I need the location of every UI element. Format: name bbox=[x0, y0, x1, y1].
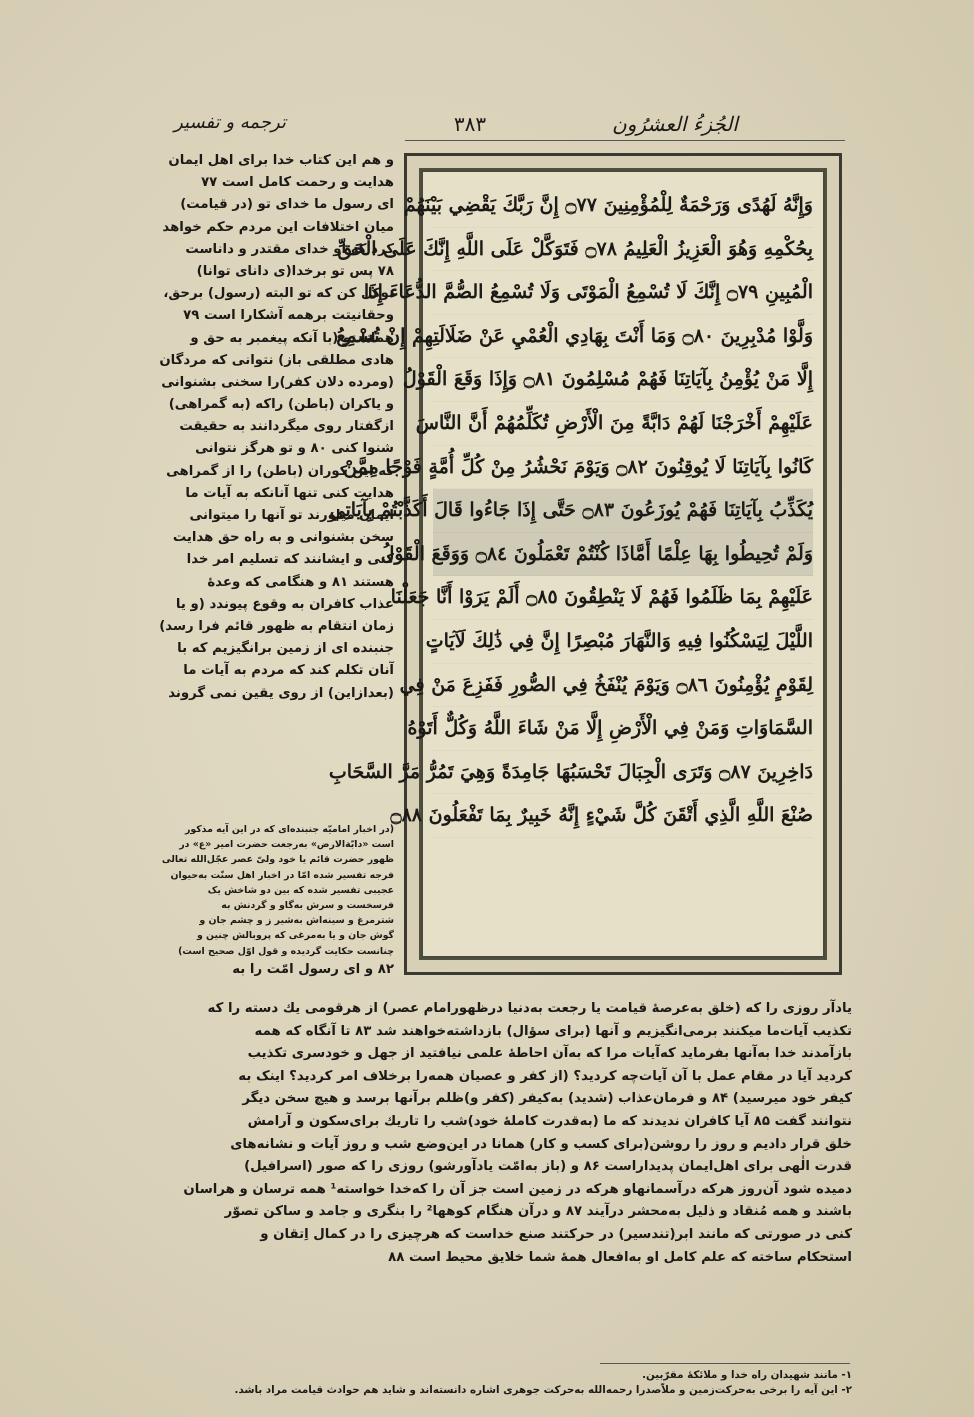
translation-line: و یاکران (باطن) راکه (به گمراهی) bbox=[168, 397, 394, 413]
note-line: گوش جان و یا به‌مرغی که پروبالش چنین و bbox=[196, 930, 394, 942]
ayah-line: وَلَّوْا مُدْبِرِينَ ۝٨٠ وَمَا أَنْتَ بِهَادِي الْعُمْيِ عَنْ ضَلَالَتِهِمْ إِنْ تُسْمِعُ bbox=[433, 315, 813, 359]
bottom-line: قدرت الٰهی برای اهل‌ایمان پدیداراست ۸۶ و (باز به‌امّت یادآورشو) روزی را که صور (اسرافیل) bbox=[244, 1159, 852, 1175]
bottom-line: کیفر خود میرسید) ۸۴ و فرمان‌عذاب (شدید) به‌کیفر (کفر و)ظلم برآنها برسد و هیچ سخن دیگر bbox=[242, 1091, 852, 1107]
bottom-line: نتوانند گفت ۸۵ آیا کافران ندیدند که ما (به‌قدرت کاملهٔ خود)شب را تاریك برای‌سکون و آرامش bbox=[247, 1113, 852, 1129]
translation-line: (بعدازاین) از روی یقین نمی گروند bbox=[168, 685, 394, 701]
ayah-line: اللَّيْلَ لِيَسْكُنُوا فِيهِ وَالنَّهَارَ مُبْصِرًا إِنَّ فِي ذَٰلِكَ لَآيَاتٍ bbox=[433, 620, 813, 664]
bottom-line: کردید آیا در مقام عمل با آن آیات‌چه کردید؟ (از کفر و عصیان همه‌را برخلاف امر کردید؟ اینک به bbox=[238, 1068, 852, 1084]
translation-line: هادی مطلقی باز) نتوانی که مردگان bbox=[159, 352, 394, 368]
ayah-line: الْمُبِينِ ۝٧٩ إِنَّكَ لَا تُسْمِعُ الْمَوْتَى وَلَا تُسْمِعُ الصُّمَّ الدُّعَاءَ إِذَا bbox=[433, 271, 813, 315]
translation-column bbox=[114, 150, 394, 705]
note-line: شترمرغ و سینه‌اش به‌شیر ز و چشم جان و bbox=[199, 915, 394, 927]
ayah-line: وَإِنَّهُ لَهُدًى وَرَحْمَةٌ لِلْمُؤْمِنِينَ ۝٧٧ إِنَّ رَبَّكَ يَقْضِي بَيْنَهُمْ bbox=[433, 184, 813, 228]
bottom-line: استحکام ساخته که علم کامل او به‌افعال همهٔ شما خلایق محیط است ۸۸ bbox=[388, 1249, 852, 1265]
quran-text-frame bbox=[328, 153, 842, 975]
translation-line: ۷۸ پس تو برخدا(ی دانای توانا) bbox=[196, 263, 394, 279]
translation-line: ایمان میاورند تو آنها را میتوانی bbox=[189, 508, 394, 523]
note-line: فرجه تفسیر شده امّا در اخبار اهل سنّت به‌حیوان bbox=[170, 869, 394, 881]
translation-line: هدایت کنی تنها آنانکه به آیات ما bbox=[185, 485, 394, 501]
note-line: ظهور حضرت قائم یا خود ولیّ عصر عجّل‌الله تعالی bbox=[161, 854, 394, 866]
bottom-line: بازآمدند خدا به‌آنها بفرماید که‌آیات مرا که به‌آن احاطهٔ علمی نیافتید از جهل و خودسری تکذیب bbox=[247, 1046, 852, 1062]
footnote-rule bbox=[600, 1363, 850, 1364]
translation-line: (ومرده دلان کفر)را سخنی بشنوانی bbox=[161, 374, 394, 390]
page-number: ۳۸۳ bbox=[453, 112, 487, 136]
translation-line: که این کوران (باطن) را از گمراهی bbox=[166, 463, 394, 479]
bottom-line: کنی در صورتی که مانند ابر(تندسیر) در حرکتند صنع خداست که هرچیزی را در کمال اِتقان و bbox=[260, 1226, 852, 1242]
header-rule bbox=[405, 140, 845, 141]
translation-line: زمان انتقام به ظهور قائم فرا رسد) bbox=[159, 618, 394, 634]
ayah-line: لِقَوْمٍ يُؤْمِنُونَ ۝٨٦ وَيَوْمَ يُنْفَخُ فِي الصُّورِ فَفَزِعَ مَنْ فِي bbox=[433, 664, 813, 708]
ayah-line: عَلَيْهِمْ أَخْرَجْنَا لَهُمْ دَابَّةً مِنَ الْأَرْضِ تُكَلِّمُهُمْ أَنَّ النَّاسَ bbox=[433, 402, 813, 446]
translation-line: و هم این کتاب خدا برای اهل ایمان bbox=[168, 153, 394, 168]
bottom-line: تکذیب آیات‌ما میکنند برمی‌انگیزیم و آنها (برای سؤال) بازداشته‌خواهند شد ۸۳ تا آنگاه که همه bbox=[254, 1023, 852, 1039]
ayah-line: يُكَذِّبُ بِآيَاتِنَا فَهُمْ يُوزَعُونَ ۝٨٣ حَتَّى إِذَا جَاءُوا قَالَ أَكَذَّبْتُمْ بِآيَاتِي bbox=[433, 489, 813, 533]
ayah-block bbox=[328, 170, 825, 958]
bottom-line: باشند و همه مُنقاد و ذلیل به‌محشر درآیند ۸۷ و درآن هنگام کوهها² را بنگری و جامد و ساکن تصوّر bbox=[224, 1204, 852, 1220]
note-line: چنانست حکایت گردیده و قول اوّل صحیح است) bbox=[178, 945, 394, 957]
ayah-line: السَّمَاوَاتِ وَمَنْ فِي الْأَرْضِ إِلَّا مَنْ شَاءَ اللَّهُ وَكُلٌّ أَتَوْهُ bbox=[433, 707, 813, 751]
note-line: عجیبی تفسیر شده که بین دو شاخش یک bbox=[207, 884, 394, 896]
ayah-line: كَانُوا بِآيَاتِنَا لَا يُوقِنُونَ ۝٨٢ وَيَوْمَ نَحْشُرُ مِنْ كُلِّ أُمَّةٍ فَوْجًا مِمَّنْ bbox=[433, 446, 813, 490]
bottom-line: یادآر روزی را که (خلق به‌عرصهٔ قیامت یا رجعت به‌دنیا درظهورامام عصر) از هرقومی یك دسته را که bbox=[207, 1001, 852, 1016]
ayah-line: بِحُكْمِهِ وَهُوَ الْعَزِيزُ الْعَلِيمُ ۝٧٨ فَتَوَكَّلْ عَلَى اللَّهِ إِنَّكَ عَلَى الْحَقِّ bbox=[433, 228, 813, 272]
ayah-line: إِلَّا مَنْ يُؤْمِنُ بِآيَاتِنَا فَهُمْ مُسْلِمُونَ ۝٨١ وَإِذَا وَقَعَ الْقَوْلُ bbox=[433, 358, 813, 402]
ayah-line: دَاخِرِينَ ۝٨٧ وَتَرَى الْجِبَالَ تَحْسَبُهَا جَامِدَةً وَهِيَ تَمُرُّ مَرَّ السَّحَابِ bbox=[433, 751, 813, 795]
translation-line: جنبنده ای از زمین برانگیزیم که با bbox=[177, 641, 394, 657]
translation-line: ازگفتار روی میگردانند به حقیقت bbox=[179, 419, 394, 435]
footnote: ۲- این آیه را برخی به‌حرکت‌زمین و ملاّصدرا رحمه‌الله به‌حرکت جوهری اشاره دانسته‌اند و شاید هم حوادث قیامت مراد باشد. bbox=[234, 1384, 852, 1396]
translation-line: آنان تکلم کند که مردم به آیات ما bbox=[183, 663, 394, 679]
translation-line: کنی و ایشانند که تسلیم امر خدا bbox=[186, 552, 394, 568]
footnote: ۱- مانند شهیدان راه خدا و ملائکهٔ مقرّبین. bbox=[642, 1369, 852, 1381]
ayah-line: عَلَيْهِمْ بِمَا ظَلَمُوا فَهُمْ لَا يَنْطِقُونَ ۝٨٥ أَلَمْ يَرَوْا أَنَّا جَعَلْنَا bbox=[433, 576, 813, 620]
translation-line: ۸۲ و ای رسول امّت را به bbox=[232, 961, 394, 977]
translation-line: میان اختلافات این مردم حکم خواهد bbox=[162, 219, 394, 235]
translation-line: ای رسول ما خدای تو (در قیامت) bbox=[180, 197, 394, 213]
commentary-note bbox=[114, 822, 394, 981]
translation-line: همانا تو (با آنکه پیغمبر به حق و bbox=[190, 330, 394, 346]
note-line: فرسخست و سرش به‌گاو و گردنش به bbox=[221, 899, 394, 911]
bottom-line: خلق قرار دادیم و روز را روشن(برای کسب و کار) همانا در این‌وضع شب و روز آیات و نشانه‌های bbox=[230, 1136, 852, 1152]
note-line: (در اخبار امامیّه جنبنده‌ای که در این آیه مذکور bbox=[184, 824, 394, 835]
translation-line: کرد که او خدای مقتدر و داناست bbox=[185, 241, 394, 257]
note-line: است «دابّةالارض» به‌رجعت حضرت امیر «ع» در bbox=[179, 839, 394, 851]
bottom-line: دمیده شود آن‌روز هرکه درآسمانهاو هرکه در زمین است جز آن را که‌خدا خواسته¹ همه ترسان و هراسان bbox=[183, 1181, 852, 1197]
juz-title: الجُزءُ العشرُون bbox=[612, 112, 738, 136]
translation-line: شنوا کنی ۸۰ و تو هرگز نتوانی bbox=[195, 441, 394, 457]
ayah-line: وَلَمْ تُحِيطُوا بِهَا عِلْمًا أَمَّاذَا كُنْتُمْ تَعْمَلُونَ ۝٨٤ وَوَقَعَ الْقَوْلُ bbox=[433, 533, 813, 577]
ayah-line: صُنْعَ اللَّهِ الَّذِي أَتْقَنَ كُلَّ شَيْءٍ إِنَّهُ خَبِيرٌ بِمَا تَفْعَلُونَ ۝٨٨ bbox=[433, 794, 813, 838]
translation-line: سخن بشنوانی و به راه حق هدایت bbox=[172, 530, 394, 546]
translation-title: ترجمه و تفسیر bbox=[174, 112, 286, 133]
translation-line: عذاب کافران به وقوع پیوندد (و یا bbox=[175, 596, 394, 612]
translation-line: هدایت و رحمت کامل است ۷۷ bbox=[201, 175, 394, 191]
translation-line: وحقانیتت برهمه آشکارا است ۷۹ bbox=[183, 308, 394, 324]
bottom-translation bbox=[108, 998, 852, 1269]
translation-line: توکل کن که تو البته (رسول) برحق، bbox=[163, 286, 394, 302]
translation-line: هستند ۸۱ و هنگامی که وعدهٔ bbox=[207, 574, 394, 590]
footnotes bbox=[108, 1368, 852, 1398]
